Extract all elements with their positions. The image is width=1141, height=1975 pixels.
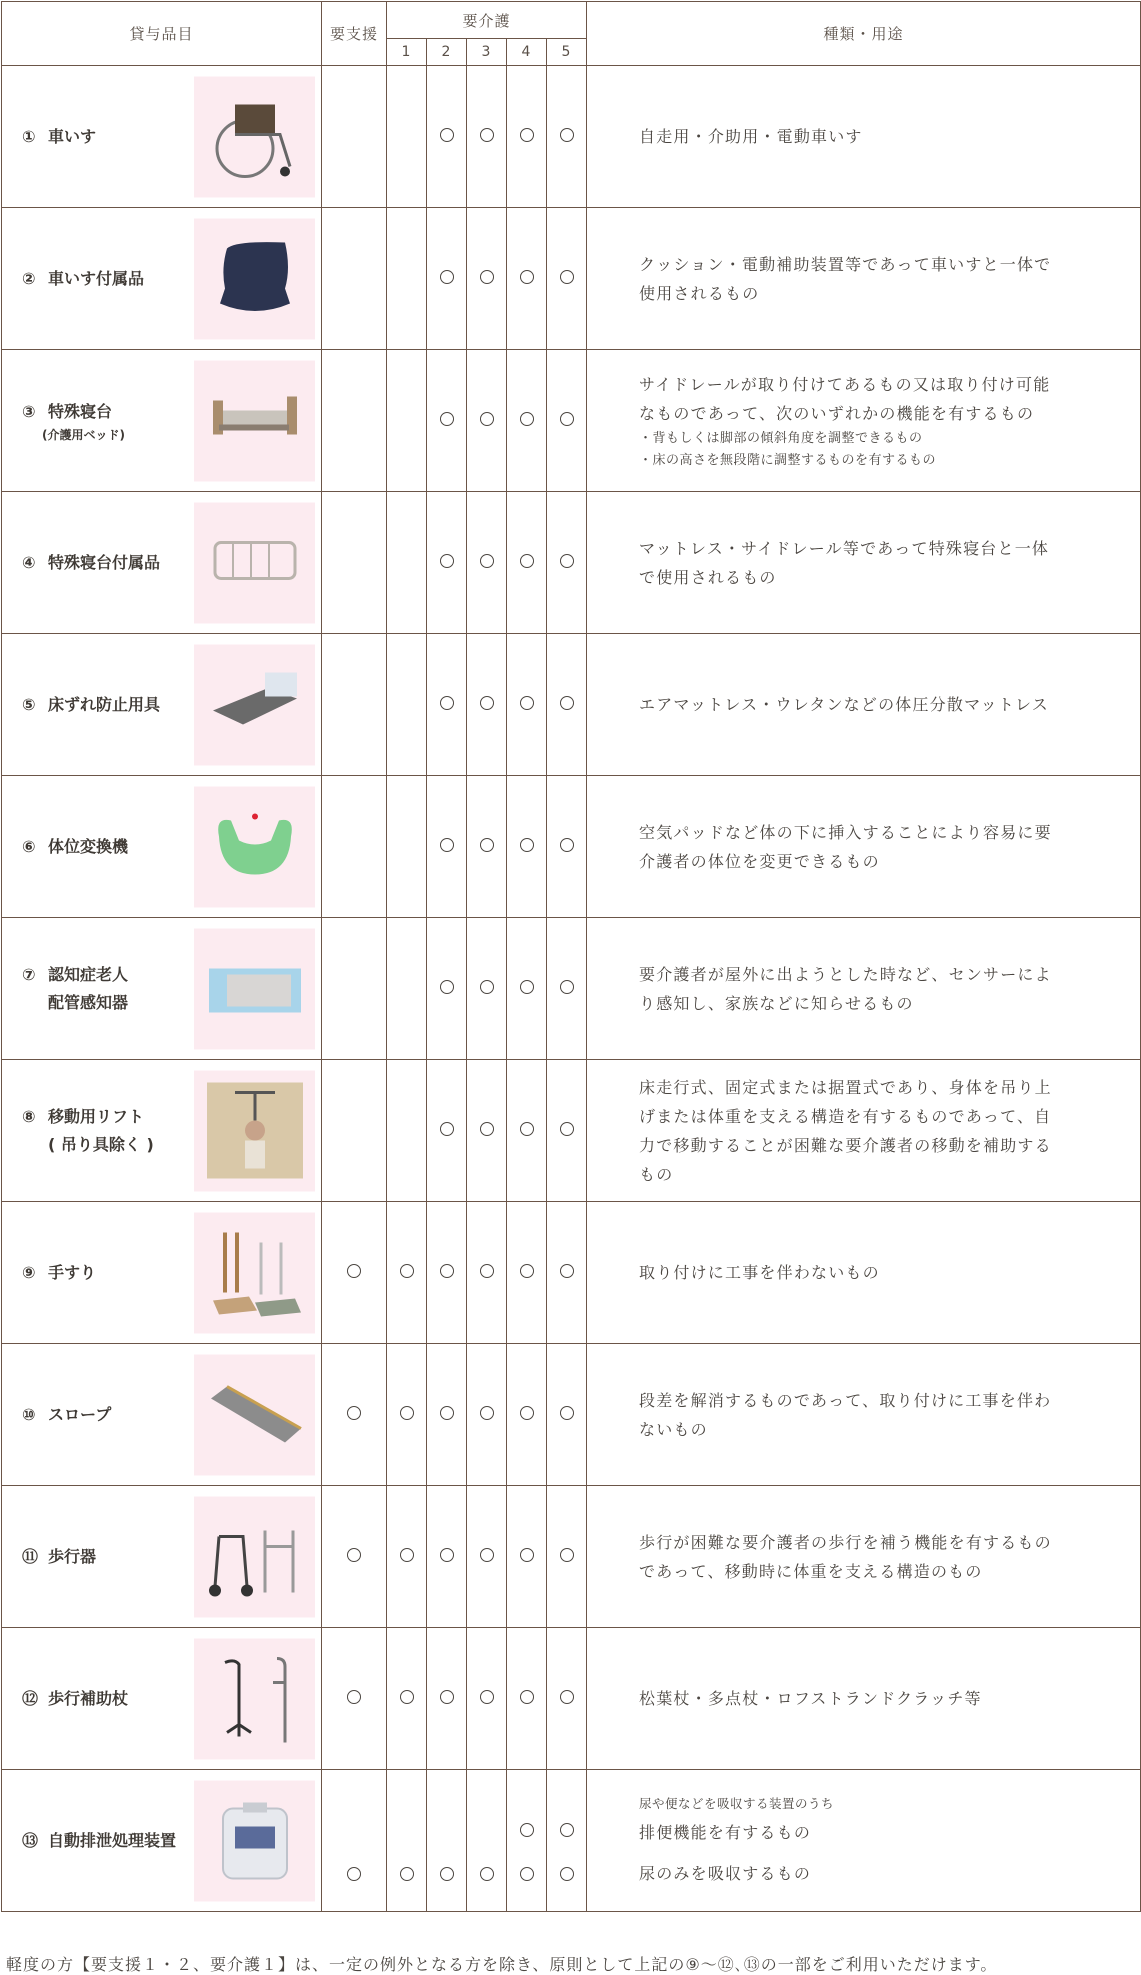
circle-mark (440, 1867, 454, 1881)
item-cell (2, 1486, 322, 1628)
circle-mark (440, 1264, 454, 1278)
table-row (2, 208, 1141, 350)
table-row (2, 492, 1141, 634)
table-row (2, 1486, 1141, 1628)
circle-mark (440, 980, 454, 994)
item-name: ⑦ 認知症老人 配管感知器 (22, 964, 129, 1012)
header-support: 要支援 (322, 2, 387, 66)
header-care-level-5: 5 (547, 39, 587, 66)
usage-cell (587, 1770, 1141, 1912)
circle-mark (440, 554, 454, 568)
circle-mark (480, 838, 494, 852)
item-cell (2, 1060, 322, 1202)
usage-urine: 尿のみを吸収するもの (639, 1863, 812, 1883)
item-name: ⑥ 体位変換機 (22, 836, 129, 856)
circle-mark (560, 838, 574, 852)
item-name: ⑫ 歩行補助杖 (22, 1688, 129, 1708)
rental-items-table (1, 1, 1141, 1912)
table-row (2, 66, 1141, 208)
item-cell (2, 1202, 322, 1344)
item-cell (2, 634, 322, 776)
header-care: 要介護 (387, 2, 587, 39)
circle-mark (480, 1406, 494, 1420)
circle-mark (440, 838, 454, 852)
circle-mark (440, 1690, 454, 1704)
circle-mark (560, 1823, 574, 1837)
positioning-pad-photo (194, 786, 315, 907)
item-name: ⑧ 移動用リフト ( 吊り具除く ) (22, 1106, 154, 1154)
usage-cell: サイドレールが取り付けてあるもの又は取り付け可能 なものであって、次のいずれかの機能を有するもの ・背もしくは脚部の傾斜角度を調整できるもの ・床の高さを無段階に調整するものを有するもの (587, 350, 1141, 492)
header-care-level-1: 1 (387, 39, 427, 66)
table-row (2, 776, 1141, 918)
circle-mark (400, 1406, 414, 1420)
usage-cell: クッション・電動補助装置等であって車いすと一体で 使用されるもの (587, 208, 1141, 350)
circle-mark (560, 696, 574, 710)
table-row (2, 1060, 1141, 1202)
circle-mark (520, 980, 534, 994)
circle-mark (347, 1406, 361, 1420)
circle-mark (480, 1690, 494, 1704)
circle-mark (520, 838, 534, 852)
circle-mark (347, 1264, 361, 1278)
circle-mark (480, 1548, 494, 1562)
circle-mark (440, 1406, 454, 1420)
care-bed-photo (194, 360, 315, 481)
wheelchair-cushion-photo (194, 218, 315, 339)
table-row (2, 1770, 1141, 1912)
care1-cell (387, 66, 427, 208)
circle-mark (480, 128, 494, 142)
circle-mark (440, 412, 454, 426)
circle-mark (480, 1122, 494, 1136)
circle-mark (560, 1406, 574, 1420)
item-cell (2, 1344, 322, 1486)
circle-mark (520, 1823, 534, 1837)
usage-cell: エアマットレス・ウレタンなどの体圧分散マットレス (587, 634, 1141, 776)
usage-cell: 松葉杖・多点杖・ロフストランドクラッチ等 (587, 1628, 1141, 1770)
circle-mark (480, 1867, 494, 1881)
item-name: ② 車いす付属品 (22, 268, 145, 288)
handrail-photo (194, 1212, 315, 1333)
circle-mark (560, 270, 574, 284)
circle-mark (400, 1548, 414, 1562)
table-row (2, 1344, 1141, 1486)
circle-mark (520, 412, 534, 426)
circle-mark (520, 554, 534, 568)
sensor-mat-photo (194, 928, 315, 1049)
usage-cell: 空気パッドなど体の下に挿入することにより容易に要 介護者の体位を変更できるもの (587, 776, 1141, 918)
circle-mark (560, 412, 574, 426)
circle-mark (347, 1867, 361, 1881)
lift-photo (194, 1070, 315, 1191)
item-cell (2, 208, 322, 350)
header-care-level-3: 3 (467, 39, 507, 66)
cane-photo (194, 1638, 315, 1759)
care5-split-cell (547, 1770, 587, 1912)
circle-mark (560, 128, 574, 142)
item-name: ⑪ 歩行器 (22, 1546, 97, 1566)
usage-cell: マットレス・サイドレール等であって特殊寝台と一体 で使用されるもの (587, 492, 1141, 634)
circle-mark (440, 696, 454, 710)
circle-mark (347, 1690, 361, 1704)
support-cell (322, 66, 387, 208)
air-mattress-photo (194, 644, 315, 765)
usage-cell: 歩行が困難な要介護者の歩行を補う機能を有するもの であって、移動時に体重を支える構造のもの (587, 1486, 1141, 1628)
item-name: ⑬ 自動排泄処理装置 (22, 1830, 177, 1850)
item-name: ④ 特殊寝台付属品 (22, 552, 161, 572)
circle-mark (520, 1690, 534, 1704)
circle-mark (440, 128, 454, 142)
usage-cell: 自走用・介助用・電動車いす (587, 66, 1141, 208)
item-name: ⑨ 手すり (22, 1262, 97, 1282)
circle-mark (560, 1548, 574, 1562)
item-cell (2, 66, 322, 208)
item-cell (2, 350, 322, 492)
circle-mark (480, 696, 494, 710)
circle-mark (440, 270, 454, 284)
table-row (2, 350, 1141, 492)
circle-mark (520, 1406, 534, 1420)
circle-mark (560, 1867, 574, 1881)
usage-cell: 要介護者が屋外に出ようとした時など、センサーによ り感知し、家族などに知らせるもの (587, 918, 1141, 1060)
table-row (2, 634, 1141, 776)
side-rail-photo (194, 502, 315, 623)
walker-photo (194, 1496, 315, 1617)
circle-mark (520, 1548, 534, 1562)
wheelchair-photo (194, 76, 315, 197)
table-row (2, 1628, 1141, 1770)
circle-mark (400, 1690, 414, 1704)
usage-cell: 取り付けに工事を伴わないもの (587, 1202, 1141, 1344)
item-cell (2, 776, 322, 918)
table-row (2, 918, 1141, 1060)
slope-photo (194, 1354, 315, 1475)
circle-mark (440, 1122, 454, 1136)
circle-mark (480, 270, 494, 284)
circle-mark (400, 1867, 414, 1881)
item-cell (2, 918, 322, 1060)
circle-mark (560, 554, 574, 568)
table-row (2, 1202, 1141, 1344)
circle-mark (480, 412, 494, 426)
circle-mark (560, 1264, 574, 1278)
usage-bowel: 排便機能を有するもの (639, 1822, 812, 1842)
circle-mark (347, 1548, 361, 1562)
usage-cell: 段差を解消するものであって、取り付けに工事を伴わ ないもの (587, 1344, 1141, 1486)
usage-intro: 尿や便などを吸収する装置のうち (639, 1795, 835, 1811)
header-care-level-2: 2 (427, 39, 467, 66)
header-usage: 種類・用途 (587, 2, 1141, 66)
circle-mark (520, 1867, 534, 1881)
item-cell (2, 1770, 322, 1912)
item-cell (2, 1628, 322, 1770)
circle-mark (520, 1122, 534, 1136)
circle-mark (520, 270, 534, 284)
circle-mark (560, 1122, 574, 1136)
excretion-device-photo (194, 1780, 315, 1901)
usage-cell: 床走行式、固定式または据置式であり、身体を吊り上 げまたは体重を支える構造を有するものであって、自 力で移動することが困難な要介護者の移動を補助する もの (587, 1060, 1141, 1202)
footer-note: 軽度の方【要支援１・２、要介護１】は、一定の例外となる方を除き、原則として上記の⑨～⑫､⑬の一部をご利用いただけます。 (6, 1955, 998, 1974)
item-name: ⑤ 床ずれ防止用具 (22, 694, 161, 714)
circle-mark (480, 980, 494, 994)
circle-mark (520, 696, 534, 710)
circle-mark (520, 1264, 534, 1278)
care4-split-cell (507, 1770, 547, 1912)
item-name: ⑩ スロープ (22, 1404, 112, 1424)
circle-mark (480, 554, 494, 568)
item-name: ③ 特殊寝台 (介護用ベッド) (22, 401, 125, 442)
circle-mark (400, 1264, 414, 1278)
circle-mark (520, 128, 534, 142)
circle-mark (480, 1264, 494, 1278)
item-cell (2, 492, 322, 634)
circle-mark (560, 980, 574, 994)
circle-mark (440, 1548, 454, 1562)
item-name: ① 車いす (22, 126, 97, 146)
header-item: 貸与品目 (2, 2, 322, 66)
header-care-level-4: 4 (507, 39, 547, 66)
circle-mark (560, 1690, 574, 1704)
